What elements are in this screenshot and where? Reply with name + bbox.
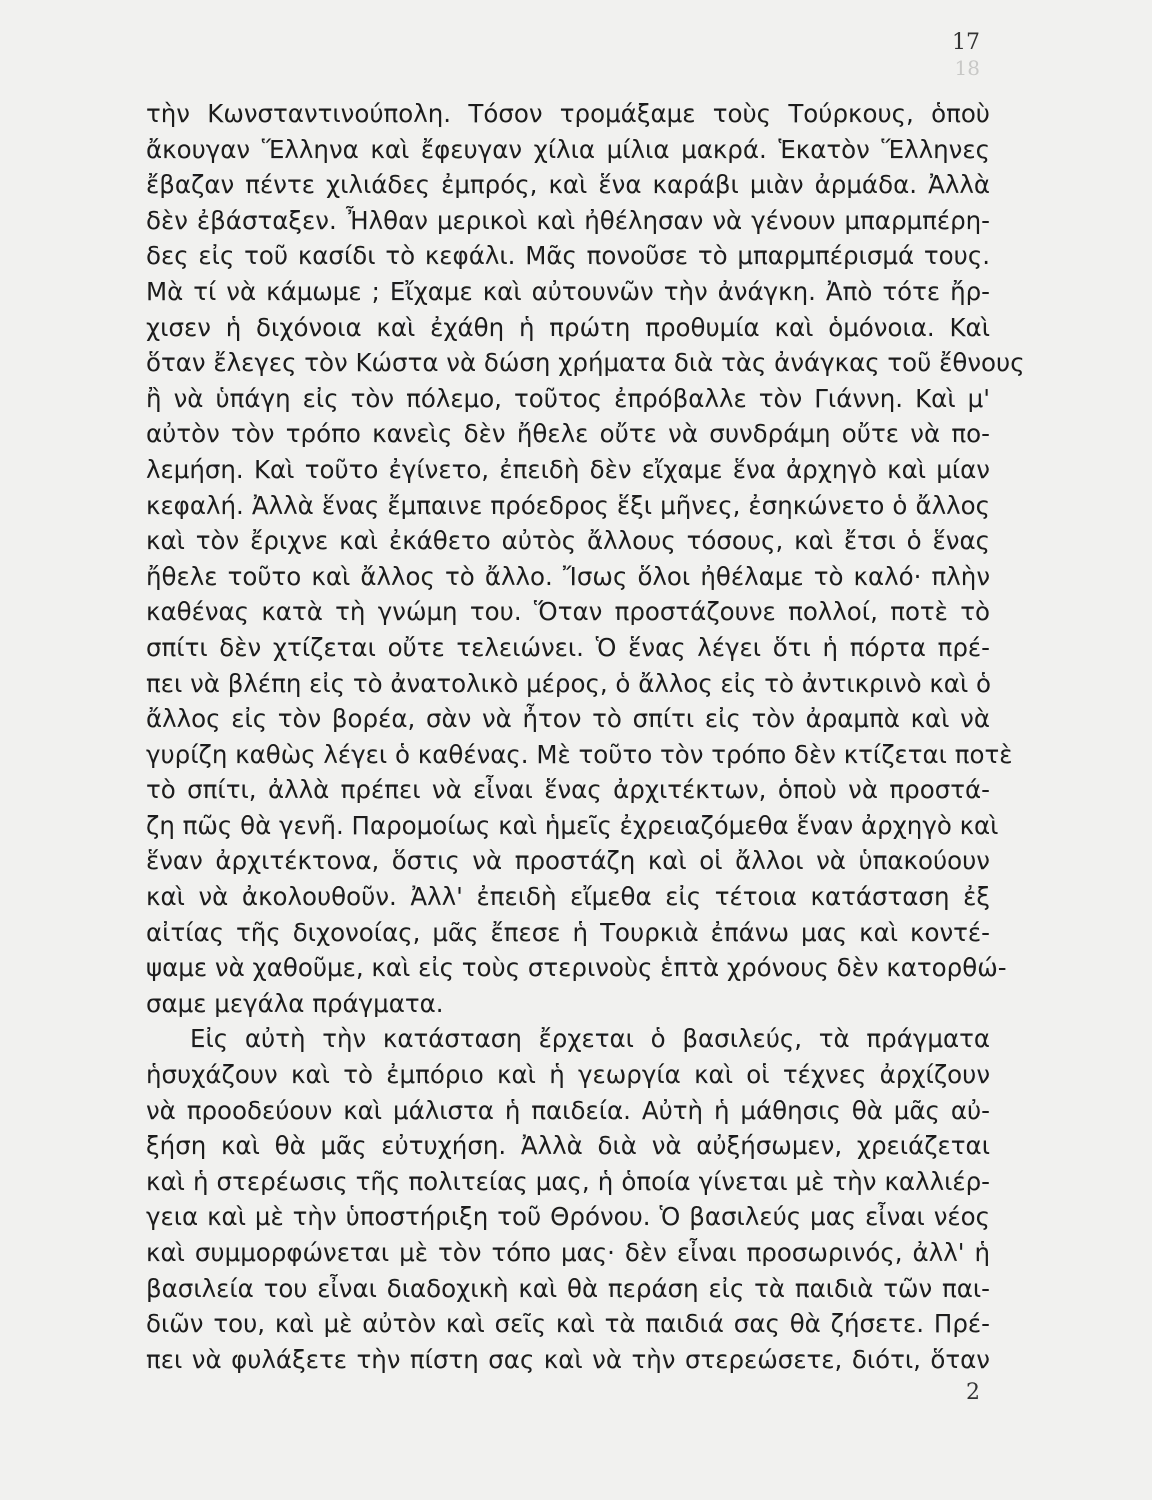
text-line: νὰ προοδεύουν καὶ μάλιστα ἡ παιδεία. Αὐτὴ ἡ μάθησις θὰ μᾶς αὐ- [146,1095,990,1125]
text-line: ἕναν ἀρχιτέκτονα, ὅστις νὰ προστάζη καὶ οἱ ἄλλοι νὰ ὑπακούουν [146,846,990,876]
paragraph-2 [146,1021,990,1377]
text-line: ὅταν ἔλεγες τὸν Κώστα νὰ δώση χρήματα διὰ τὰς ἀνάγκας τοῦ ἔθνους [146,348,1025,378]
text-line: ἄλλος εἰς τὸν βορέα, σὰν νὰ ἦτον τὸ σπίτι εἰς τὸν ἀραμπὰ καὶ νὰ [146,704,990,734]
text-line: ἄκουγαν Ἕλληνα καὶ ἔφευγαν χίλια μίλια μακρά. Ἑκατὸν Ἕλληνες [146,134,990,164]
paragraph-1 [146,96,1025,1021]
text-line: καὶ τὸν ἔριχνε καὶ ἐκάθετο αὐτὸς ἄλλους τόσους, καὶ ἔτσι ὁ ἕνας [146,526,990,556]
signature-mark: 2 [966,1380,980,1405]
text-line: ἤθελε τοῦτο καὶ ἄλλος τὸ ἄλλο. Ἴσως ὅλοι ἠθέλαμε τὸ καλό· πλὴν [146,561,990,591]
text-line: δες εἰς τοῦ κασίδι τὸ κεφάλι. Μᾶς πονοῦσε τὸ μπαρμπέρισμά τους. [146,241,990,271]
text-line: ζη πῶς θὰ γενῆ. Παρομοίως καὶ ἡμεῖς ἐχρειαζόμεθα ἕναν ἀρχηγὸ καὶ [146,810,999,840]
text-line: Εἰς αὐτὴ τὴν κατάσταση ἔρχεται ὁ βασιλεύς, τὰ πράγματα [190,1024,990,1054]
text-line: βασιλεία του εἶναι διαδοχικὴ καὶ θὰ περάση εἰς τὰ παιδιὰ τῶν παι- [146,1273,990,1303]
text-line: καὶ ἡ στερέωσις τῆς πολιτείας μας, ἡ ὁποία γίνεται μὲ τὴν καλλιέρ- [146,1166,990,1196]
text-line: ἔβαζαν πέντε χιλιάδες ἐμπρός, καὶ ἕνα καράβι μιὰν ἀρμάδα. Ἀλλὰ [146,170,990,200]
text-line: σαμε μεγάλα πράγματα. [146,988,444,1018]
text-line: τὸ σπίτι, ἀλλὰ πρέπει νὰ εἶναι ἕνας ἀρχιτέκτων, ὁποὺ νὰ προστά- [146,775,990,805]
text-line: χισεν ἡ διχόνοια καὶ ἐχάθη ἡ πρώτη προθυμία καὶ ὁμόνοια. Καὶ [146,312,990,342]
text-line: ξήση καὶ θὰ μᾶς εὐτυχήση. Ἀλλὰ διὰ νὰ αὐξήσωμεν, χρειάζεται [146,1131,990,1161]
text-line: αὐτὸν τὸν τρόπο κανεὶς δὲν ἤθελε οὔτε νὰ συνδράμη οὔτε νὰ πο- [146,419,990,449]
text-line: λεμήση. Καὶ τοῦτο ἐγίνετο, ἐπειδὴ δὲν εἴχαμε ἕνα ἀρχηγὸ καὶ μίαν [146,454,990,484]
text-line: καὶ συμμορφώνεται μὲ τὸν τόπο μας· δὲν εἶναι προσωρινός, ἀλλ' ἡ [146,1238,990,1267]
text-line: γεια καὶ μὲ τὴν ὑποστήριξη τοῦ Θρόνου. Ὁ βασιλεύς μας εἶναι νέος [146,1202,990,1232]
text-line: Μὰ τί νὰ κάμωμε ; Εἴχαμε καὶ αὐτουνῶν τὴν ἀνάγκη. Ἀπὸ τότε ἤρ- [146,276,990,306]
body-text [146,96,1025,1377]
text-line: καὶ νὰ ἀκολουθοῦν. Ἀλλ' ἐπειδὴ εἴμεθα εἰς τέτοια κατάσταση ἐξ [146,882,990,912]
text-line: γυρίζη καθὼς λέγει ὁ καθένας. Μὲ τοῦτο τὸν τρόπο δὲν κτίζεται ποτὲ [146,739,1013,769]
text-line: σπίτι δὲν χτίζεται οὔτε τελειώνει. Ὁ ἕνας λέγει ὅτι ἡ πόρτα πρέ- [146,632,990,662]
text-line: πει νὰ φυλάξετε τὴν πίστη σας καὶ νὰ τὴν στερεώσετε, διότι, ὅταν [146,1344,990,1374]
text-line: καθένας κατὰ τὴ γνώμη του. Ὅταν προστάζουνε πολλοί, ποτὲ τὸ [146,597,990,627]
text-line: ἡσυχάζουν καὶ τὸ ἐμπόριο καὶ ἡ γεωργία καὶ οἱ τέχνες ἀρχίζουν [146,1060,990,1090]
bleed-through-page-number: 18 [954,56,980,80]
text-line: πει νὰ βλέπη εἰς τὸ ἀνατολικὸ μέρος, ὁ ἄλλος εἰς τὸ ἀντικρινὸ καὶ ὁ [146,668,992,698]
text-line: τὴν Κωνσταντινούπολη. Τόσον τρομάξαμε τοὺς Τούρκους, ὁποὺ [146,99,990,128]
text-line: δὲν ἐβάσταξεν. Ἦλθαν μερικοὶ καὶ ἠθέλησαν νὰ γένουν μπαρμπέρη- [146,205,990,235]
text-line: ψαμε νὰ χαθοῦμε, καὶ εἰς τοὺς στερινοὺς ἑπτὰ χρόνους δὲν κατορθώ- [146,953,1007,983]
text-line: ἢ νὰ ὑπάγη εἰς τὸν πόλεμο, τοῦτος ἐπρόβαλλε τὸν Γιάννη. Καὶ μ' [146,383,990,413]
text-line: κεφαλή. Ἀλλὰ ἕνας ἔμπαινε πρόεδρος ἕξι μῆνες, ἐσηκώνετο ὁ ἄλλος [146,490,990,520]
text-line: διῶν του, καὶ μὲ αὐτὸν καὶ σεῖς καὶ τὰ παιδιά σας θὰ ζήσετε. Πρέ- [146,1309,990,1339]
text-line: αἰτίας τῆς διχονοίας, μᾶς ἔπεσε ἡ Τουρκιὰ ἐπάνω μας καὶ κοντέ- [146,917,990,947]
page-number: 17 [952,30,980,55]
